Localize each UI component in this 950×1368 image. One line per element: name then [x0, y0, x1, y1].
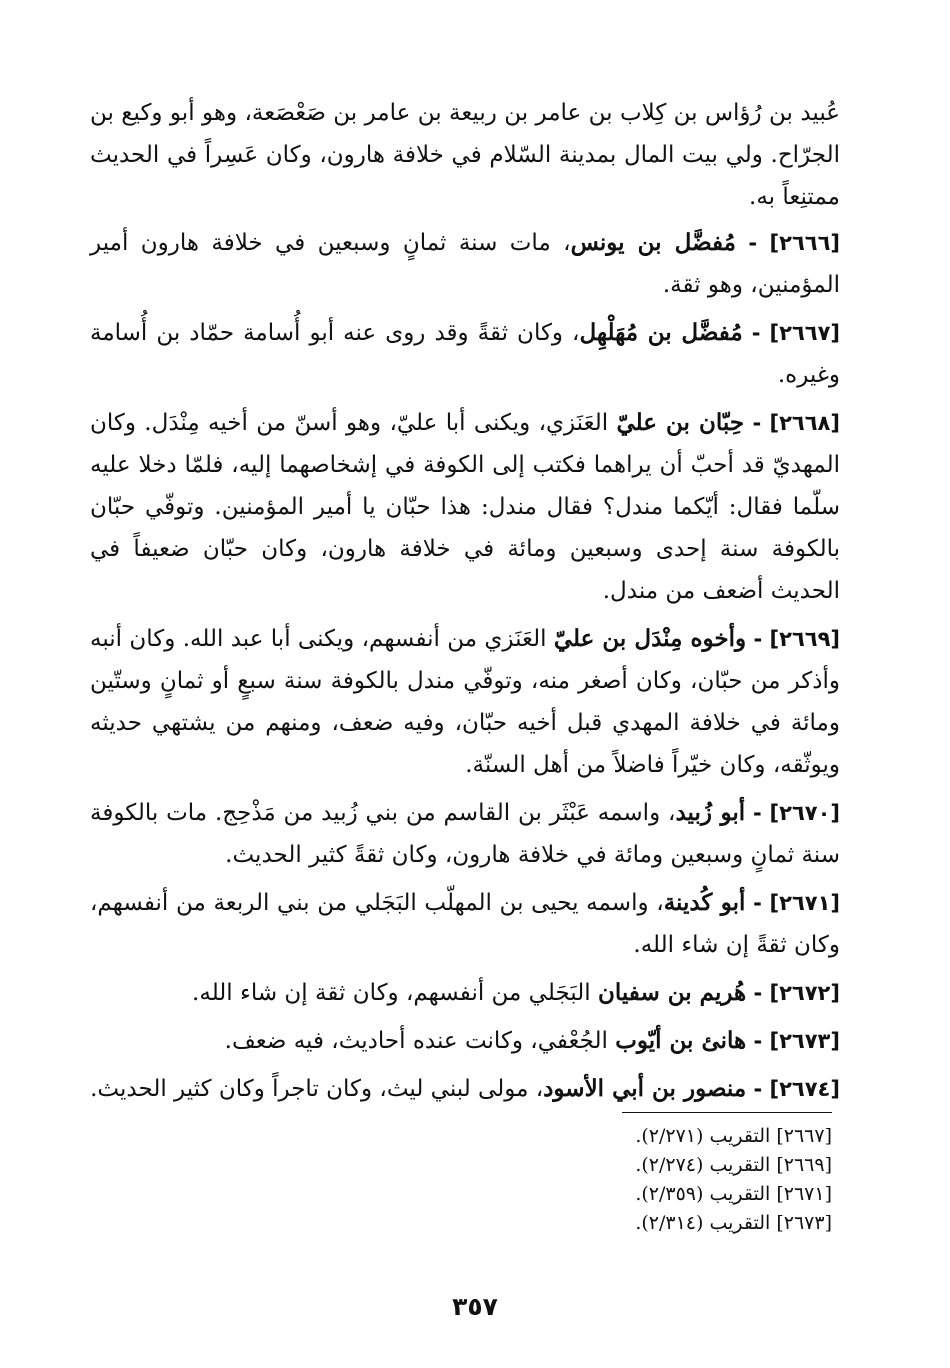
entry-number: [٢٦٧١] - [753, 891, 841, 915]
entry-text: ، وكان ثقةً وقد روى عنه أبو أُسامة حمّاد بن أُسامة وغيره. [90, 320, 840, 388]
entry-text: الجُعْفي، وكانت عنده أحاديث، فيه ضعف. [224, 1028, 616, 1054]
entry-name: حِبّان بن عليّ [616, 409, 745, 436]
footnote: [٢٦٦٧] التقريب (٢/٢٧١). [635, 1125, 832, 1147]
entry-2667 [90, 312, 840, 396]
entry-number: [٢٦٧٢] - [753, 981, 840, 1005]
entry-text: البَجَلي من أنفسهم، وكان ثقة إن شاء الله. [192, 980, 598, 1006]
entry-2674 [90, 1068, 840, 1110]
entry-text: ، واسمه عَبْثَر بن القاسم من بني زُبيد من مَذْحِج. مات بالكوفة سنة ثمانٍ وسبعين ومائة في خلافة هارون، وكان ثقةً كثير الحديث. [90, 800, 840, 868]
entry-2673 [90, 1020, 840, 1062]
footnote-divider [622, 1112, 832, 1113]
footnote: [٢٦٧١] التقريب (٢/٣٥٩). [635, 1183, 832, 1205]
entry-text: العَنَزي من أنفسهم، ويكنى أبا عبد الله. وكان أنبه وأذكر من حبّان، وكان أصغر منه، وتوفّي مندل بالكوفة سنة سبعٍ أو ثمانٍ وستّين ومائة في خلافة المهدي قبل أخيه حبّان، وفيه ضعف، ومنهم من يشتهي حديثه ويوثّقه، وكان خيّراً فاضلاً من أهل السنّة. [90, 626, 840, 778]
entry-number: [٢٦٦٨] - [752, 411, 840, 435]
entry-2671 [90, 882, 840, 966]
entry-text: ، مولى لبني ليث، وكان تاجراً وكان كثير الحديث. [90, 1076, 544, 1102]
entry-name: أبو زُبيد [675, 799, 746, 826]
footnote: [٢٦٧٣] التقريب (٢/٣١٤). [635, 1212, 832, 1234]
entry-2668 [90, 402, 840, 612]
entry-number: [٢٦٦٧] - [751, 321, 841, 345]
footnotes [332, 1122, 832, 1238]
entry-2666 [90, 222, 840, 306]
paragraph-continuation [90, 92, 840, 218]
entry-name: مُفضَّل بن يونس [570, 229, 736, 256]
entry-name: أبو كُدينة [663, 889, 746, 916]
entry-number: [٢٦٧٣] - [753, 1029, 840, 1053]
entry-name: هانئ بن أيّوب [615, 1027, 747, 1054]
entry-number: [٢٦٦٦] - [748, 231, 841, 255]
page-number: ٣٥٧ [452, 1292, 498, 1321]
entry-2672 [90, 972, 840, 1014]
entry-text: ، واسمه يحيى بن المهلّب البَجَلي من بني الربعة من أنفسهم، وكان ثقةً إن شاء الله. [90, 890, 840, 958]
entry-name: وأخوه مِنْدَل بن عليّ [553, 625, 747, 652]
paragraph-text: عُبيد بن رُؤاس بن كِلاب بن عامر بن ربيعة بن عامر بن صَعْصَعة، وهو أبو وكيع بن الجرّاح. ولي بيت المال بمدينة السّلام في خلافة هارون، وكان عَسِراً في الحديث ممتنِعاً به. [90, 100, 840, 210]
entry-name: هُريم بن سفيان [597, 979, 747, 1006]
entry-text: العَنَزي، ويكنى أبا عليّ، وهو أسنّ من أخيه مِنْدَل. وكان المهديّ قد أحبّ أن يراهما فكتب إلى الكوفة في إشخاصهما إليه، فلمّا دخلا عليه سلّما فقال: أيّكما مندل؟ فقال مندل: هذا حبّان يا أمير المؤمنين. وتوفّي حبّان بالكوفة سنة إحدى وسبعين ومائة في خلافة هارون، وكان حبّان ضعيفاً في الحديث أضعف من مندل. [90, 410, 840, 604]
main-text [90, 92, 840, 1116]
entry-name: مُفضَّل بن مُهَلْهِل [579, 319, 743, 346]
entry-2669 [90, 618, 840, 786]
footnote: [٢٦٦٩] التقريب (٢/٢٧٤). [635, 1154, 832, 1176]
entry-number: [٢٦٦٩] - [753, 627, 841, 651]
entry-name: منصور بن أبي الأسود [543, 1075, 747, 1102]
entry-2670 [90, 792, 840, 876]
entry-number: [٢٦٧٤] - [753, 1077, 840, 1101]
entry-number: [٢٦٧٠] - [752, 801, 841, 825]
entry-text: ، مات سنة ثمانٍ وسبعين في خلافة هارون أمير المؤمنين، وهو ثقة. [90, 230, 840, 298]
